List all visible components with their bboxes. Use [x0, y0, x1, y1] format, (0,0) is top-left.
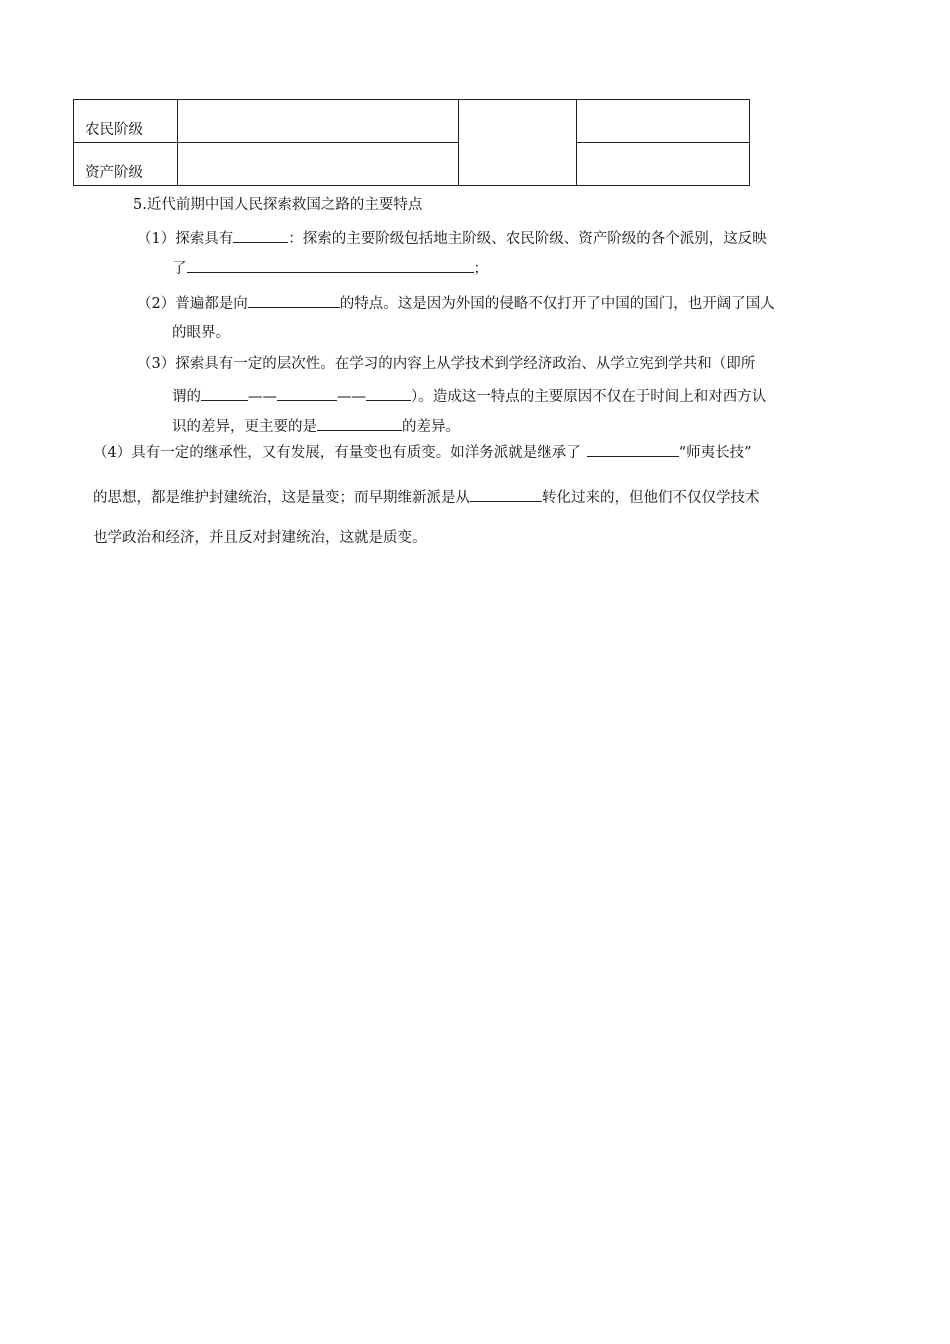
item-4-line-3: 也学政治和经济，并且反对封建统治，这就是质变。 [93, 530, 427, 546]
blank [248, 293, 340, 308]
table-cell [577, 100, 750, 143]
class-table [73, 99, 750, 186]
table-cell [577, 143, 750, 186]
blank [317, 416, 402, 431]
section-heading: 5.近代前期中国人民探索救国之路的主要特点 [133, 197, 423, 213]
table-row [74, 100, 750, 143]
table-cell [178, 143, 459, 186]
blank [277, 386, 337, 401]
item-2-text-b: 的特点。这是因为外国的侵略不仅打开了中国的国门，也开阔了国人 [339, 296, 775, 312]
item-3-text-d: 识的差异，更主要的是 [172, 419, 317, 435]
item-4-line-2 [93, 487, 760, 508]
blank [366, 386, 411, 401]
item-4-text-d: 转化过来的，但他们不仅仅学技术 [542, 490, 760, 506]
item-3-text-e: 的差异。 [402, 419, 460, 435]
dash: —— [248, 389, 277, 405]
item-4-line-1 [93, 442, 752, 463]
blank [201, 386, 248, 401]
item-1-text-a: （1）探索具有 [137, 231, 234, 247]
table-row [74, 143, 750, 186]
item-3-line-3 [172, 416, 460, 437]
table-cell [178, 100, 459, 143]
item-1-line-2 [172, 258, 488, 279]
item-2-line-2: 的眼界。 [172, 325, 230, 341]
item-1-text-b: ：探索的主要阶级包括地主阶级、农民阶级、资产阶级的各个派别，这反映 [288, 231, 767, 247]
item-3-line-1: （3）探索具有一定的层次性。在学习的内容上从学技术到学经济政治、从学立宪到学共和（即所 [137, 356, 756, 372]
item-2-text-a: （2）普遍都是向 [137, 296, 248, 312]
row-label-bourgeoisie: 资产阶级 [74, 143, 178, 186]
blank [187, 258, 474, 273]
item-4-text-a: （4）具有一定的继承性，又有发展，有量变也有质变。如洋务派就是继承了 [93, 445, 581, 461]
item-4-text-c: 的思想，都是维护封建统治，这是量变；而早期维新派是从 [93, 490, 470, 506]
table-cell-merged [459, 100, 577, 186]
item-1-text-c: 了 [172, 261, 187, 277]
item-1-line-1 [137, 228, 767, 249]
dash: —— [337, 389, 366, 405]
item-3-text-c: ）。造成这一特点的主要原因不仅在于时间上和对西方认 [411, 389, 767, 405]
row-label-peasant: 农民阶级 [74, 100, 178, 143]
item-3-text-b: 谓的 [172, 389, 201, 405]
item-3-line-2 [172, 386, 766, 407]
item-1-text-d: ； [473, 261, 488, 277]
blank [233, 228, 288, 243]
blank [470, 487, 542, 502]
item-4-text-b: “师夷长技” [678, 445, 752, 461]
item-2-line-1 [137, 293, 775, 314]
blank [587, 442, 679, 457]
